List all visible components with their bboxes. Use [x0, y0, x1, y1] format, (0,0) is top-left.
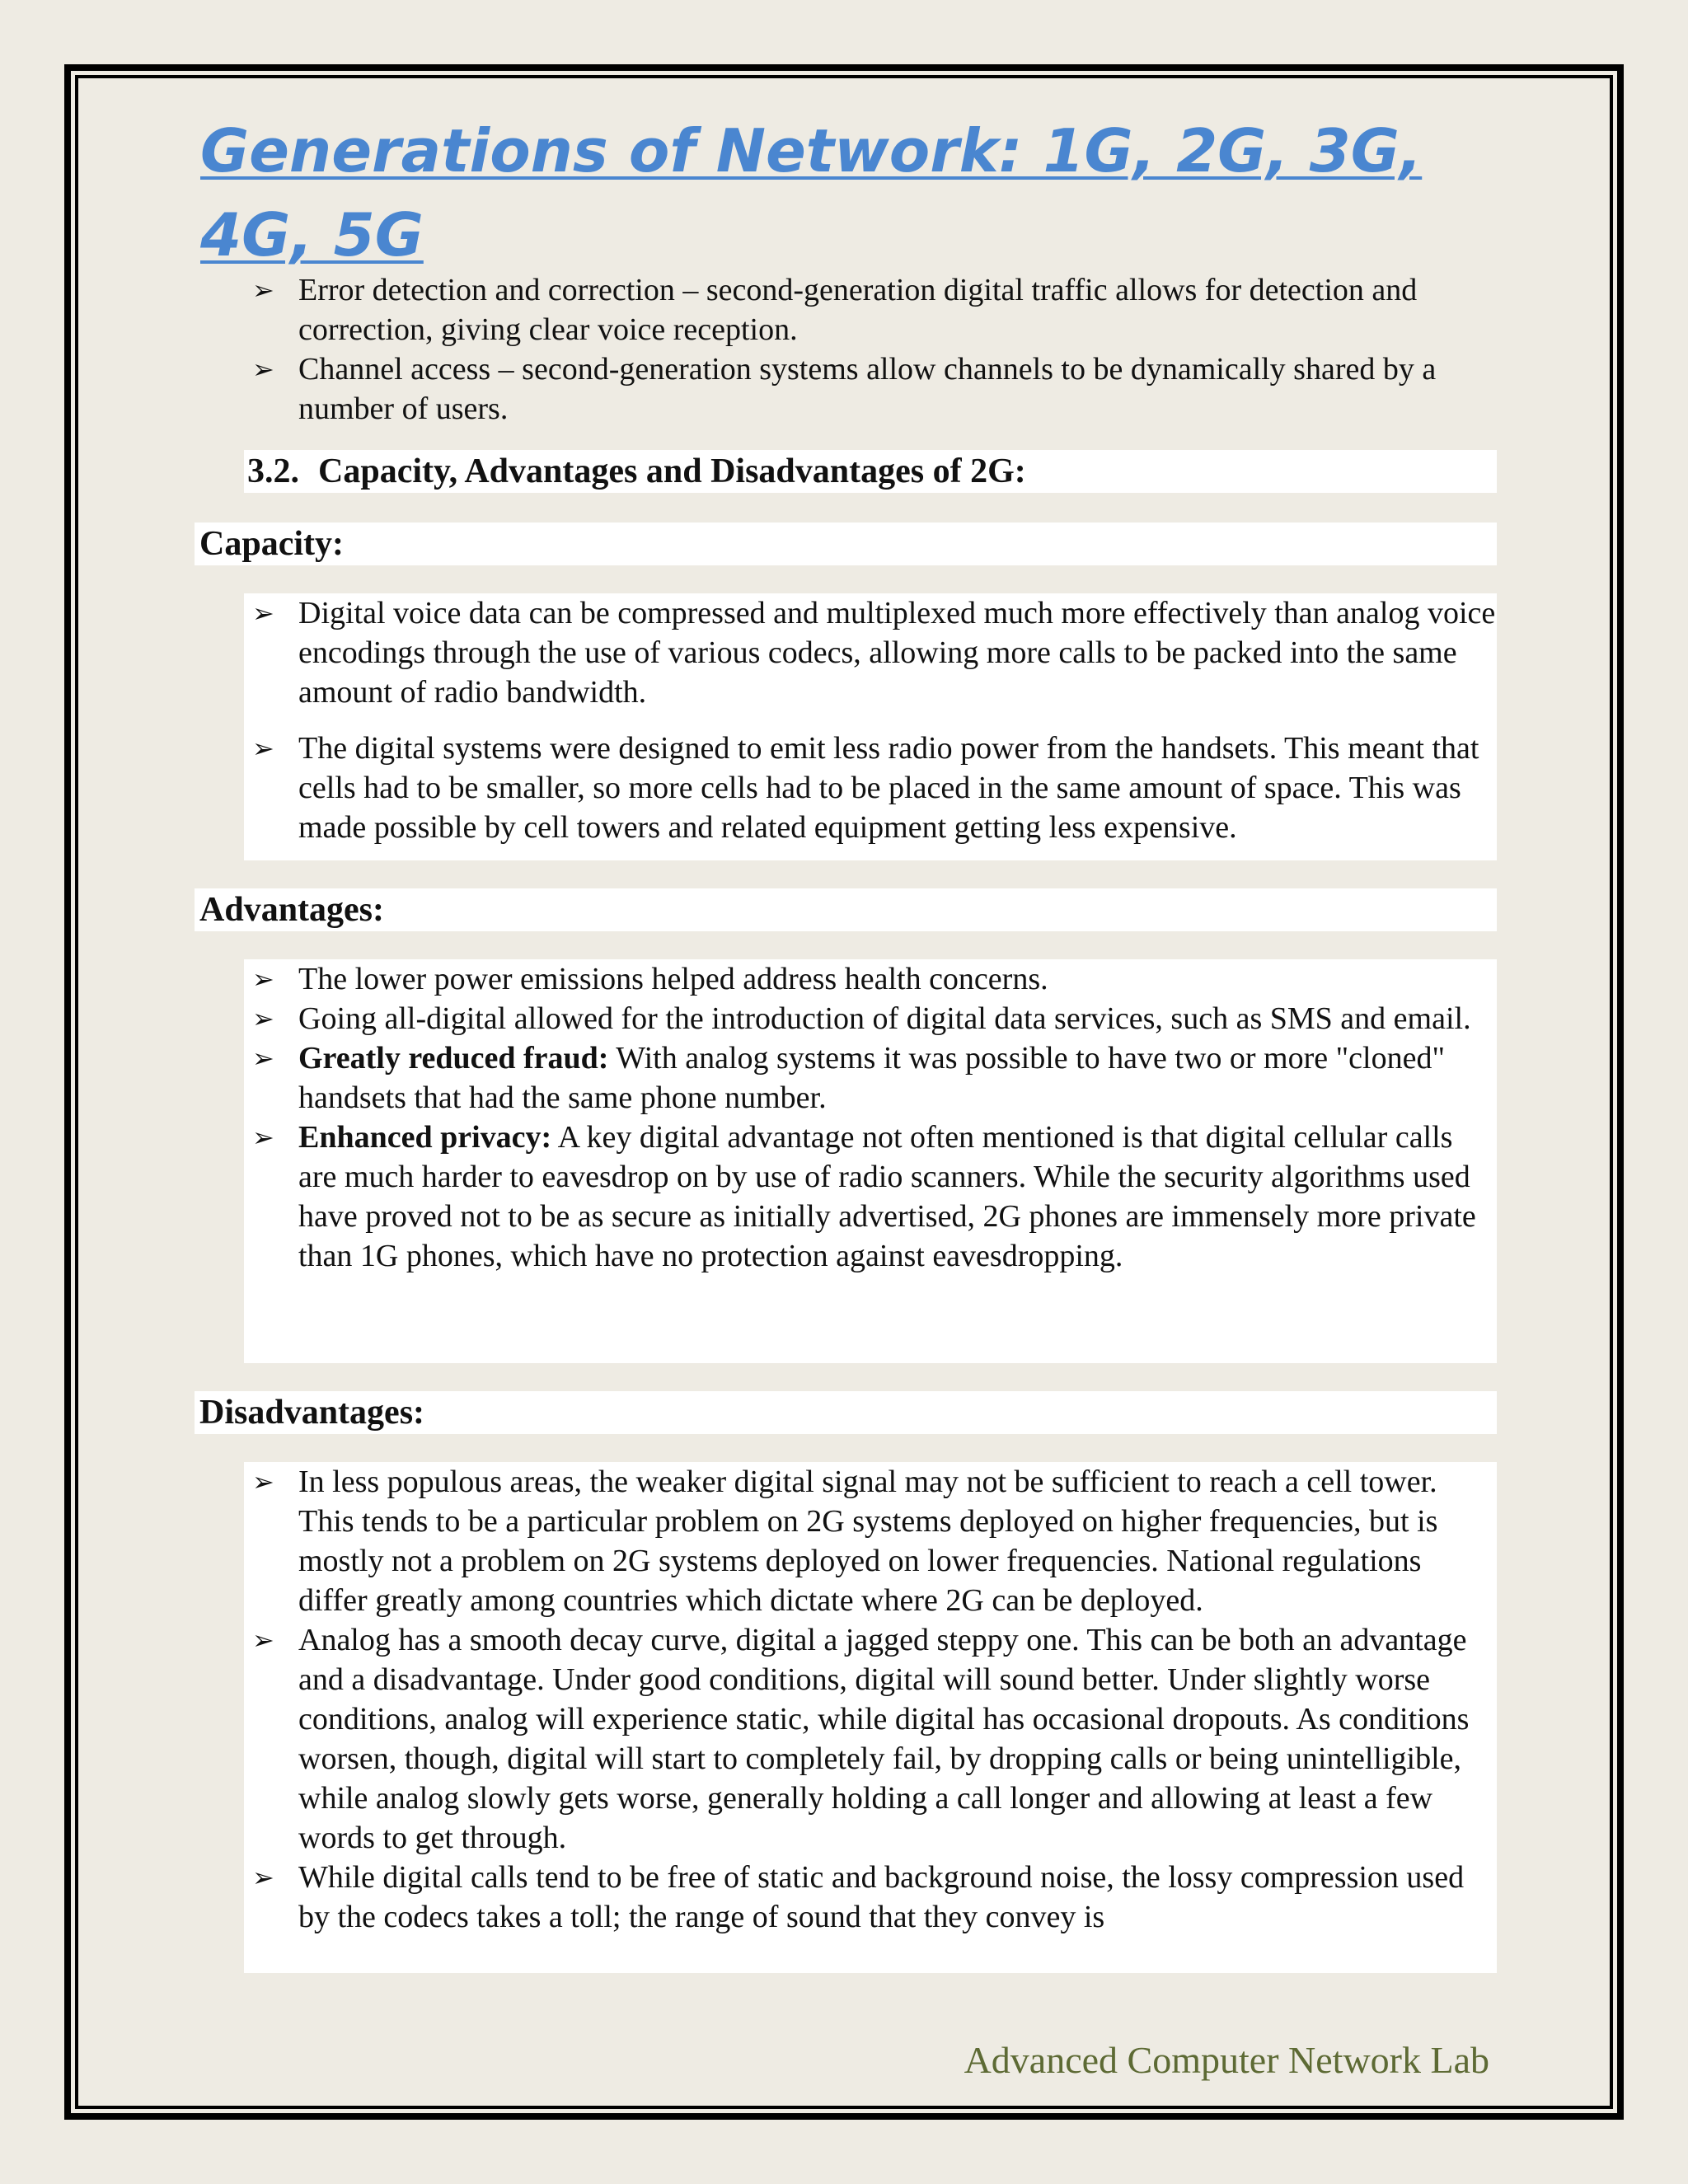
arrow-bullet-icon: ➢	[252, 1862, 274, 1893]
capacity-heading: Capacity:	[195, 523, 1497, 565]
disadvantages-heading: Disadvantages:	[195, 1391, 1497, 1434]
arrow-bullet-icon: ➢	[252, 963, 274, 995]
arrow-bullet-icon: ➢	[252, 354, 274, 385]
list-item: ➢ Channel access – second-generation systems allow channels to be dynamically shared by a number of users.	[244, 349, 1497, 429]
advantages-heading: Advantages:	[195, 888, 1497, 931]
arrow-bullet-icon: ➢	[252, 598, 274, 629]
page-footer: Advanced Computer Network Lab	[964, 2039, 1489, 2081]
page-title: Generations of Network: 1G, 2G, 3G, 4G, 5G	[200, 116, 1423, 269]
list-item: ➢ Error detection and correction – second-generation digital traffic allows for detection and correction, giving clear voice reception.	[244, 270, 1497, 349]
subsection-heading: 3.2. Capacity, Advantages and Disadvantages of 2G:	[244, 450, 1497, 493]
list-item: ➢ The digital systems were designed to emit less radio power from the handsets. This meant that cells had to be smaller, so more cells had to be placed in the same amount of space. This was made possible by cell towers and related equipment getting less expensive.	[244, 729, 1497, 847]
arrow-bullet-icon: ➢	[252, 1003, 274, 1034]
list-item: ➢ The lower power emissions helped address health concerns.	[244, 959, 1497, 999]
list-item: ➢ Analog has a smooth decay curve, digital a jagged steppy one. This can be both an advantage and a disadvantage. Under good conditions, digital will sound better. Under slightly worse conditions, analog will experience static, while digital has occasional dropouts. As conditions worsen, though, digital will start to completely fail, by dropping calls or being unintelligible, while analog slowly gets worse, generally holding a call longer and allowing at least a few words to get through.	[244, 1620, 1497, 1858]
arrow-bullet-icon: ➢	[252, 274, 274, 306]
capacity-bullet-list	[244, 593, 1497, 860]
list-item: ➢ Digital voice data can be compressed and multiplexed much more effectively than analog voice encodings through the use of various codecs, allowing more calls to be packed into the same amount of radio bandwidth.	[244, 593, 1497, 712]
arrow-bullet-icon: ➢	[252, 1466, 274, 1497]
intro-bullet-list	[244, 270, 1497, 429]
arrow-bullet-icon: ➢	[252, 1624, 274, 1656]
list-item: ➢ Going all-digital allowed for the introduction of digital data services, such as SMS and email.	[244, 999, 1497, 1038]
advantages-bullet-list	[244, 959, 1497, 1363]
list-item: ➢ In less populous areas, the weaker digital signal may not be sufficient to reach a cell tower. This tends to be a particular problem on 2G systems deployed on higher frequencies, but is mostly not a problem on 2G systems deployed on lower frequencies. National regulations differ greatly among countries which dictate where 2G can be deployed.	[244, 1462, 1497, 1620]
list-item: ➢ While digital calls tend to be free of static and background noise, the lossy compression used by the codecs takes a toll; the range of sound that they convey is	[244, 1858, 1497, 1937]
list-item: ➢ Enhanced privacy: A key digital advantage not often mentioned is that digital cellular calls are much harder to eavesdrop on by use of radio scanners. While the security algorithms used have proved not to be as secure as initially advertised, 2G phones are immensely more private than 1G phones, which have no protection against eavesdropping.	[244, 1118, 1497, 1276]
disadvantages-bullet-list	[244, 1462, 1497, 1973]
arrow-bullet-icon: ➢	[252, 1043, 274, 1074]
arrow-bullet-icon: ➢	[252, 733, 274, 764]
arrow-bullet-icon: ➢	[252, 1122, 274, 1153]
list-item: ➢ Greatly reduced fraud: With analog systems it was possible to have two or more "cloned" handsets that had the same phone number.	[244, 1038, 1497, 1118]
